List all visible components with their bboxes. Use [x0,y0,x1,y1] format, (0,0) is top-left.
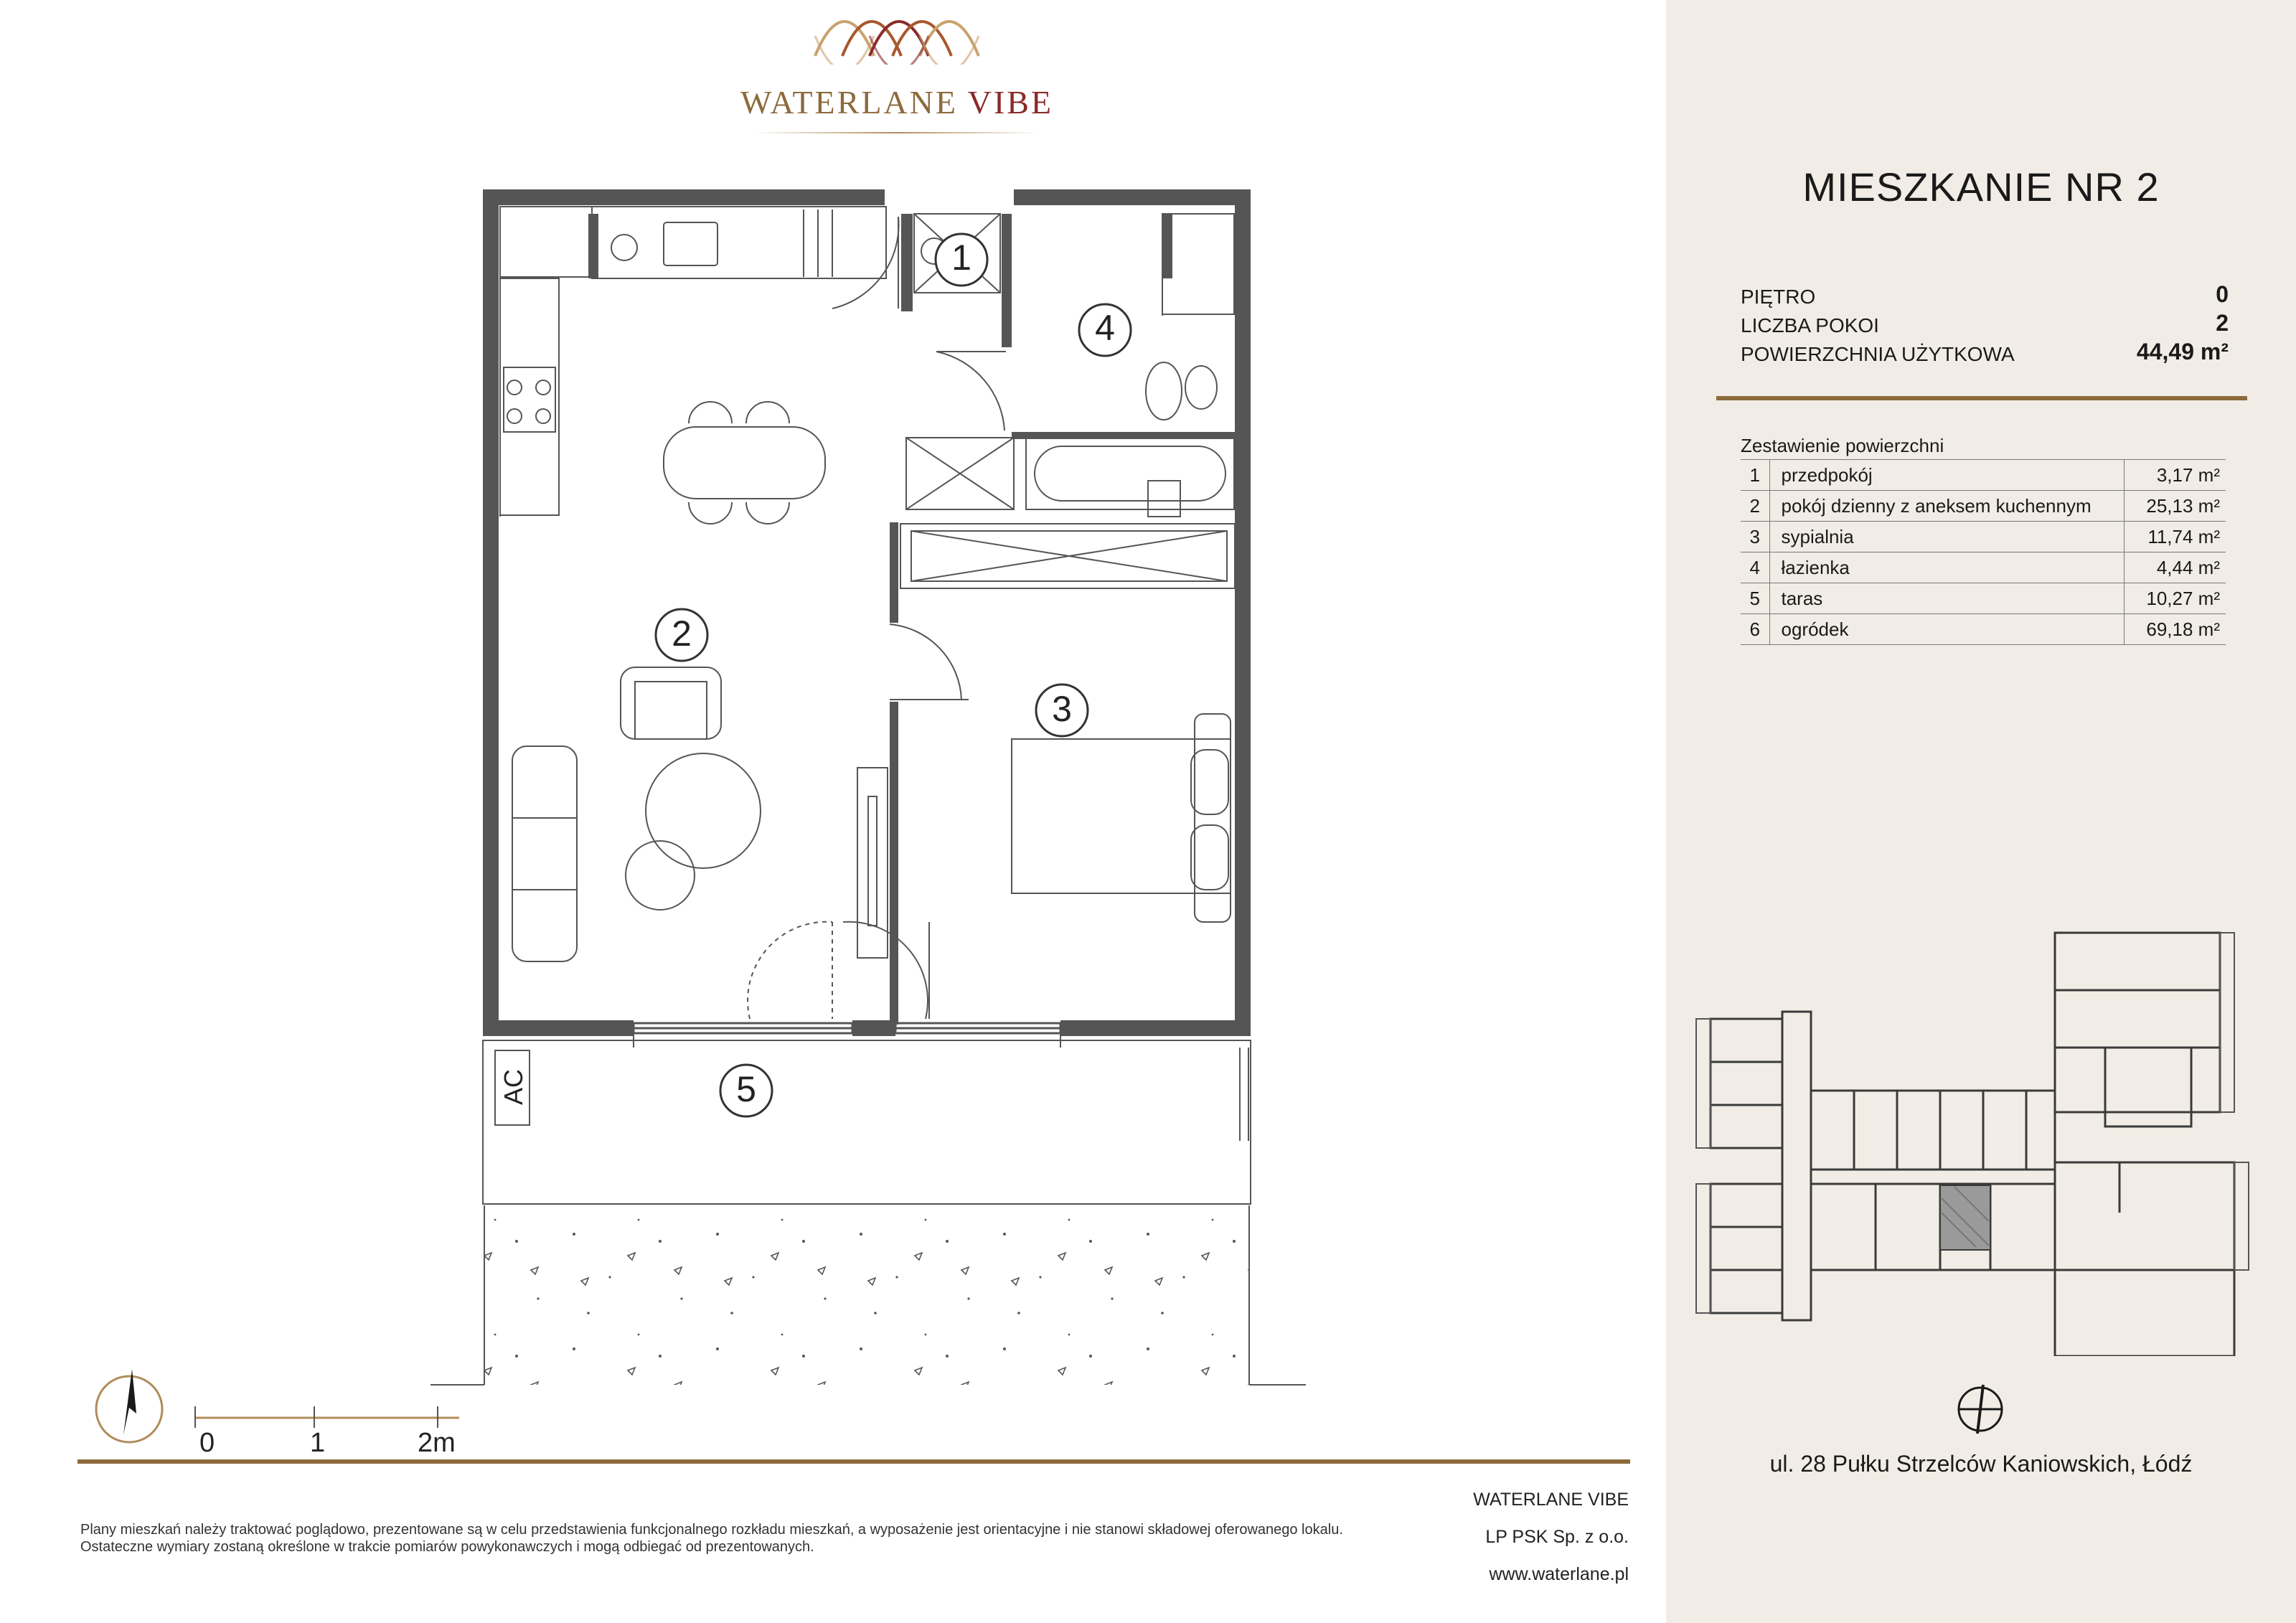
building-key-plan [1689,926,2263,1356]
room-name-cell: przedpokój [1769,460,2124,491]
rooms-row [1741,310,2229,339]
company-name: WATERLANE VIBE [1473,1490,1629,1510]
table-row [1741,552,2226,583]
address: ul. 28 Pułku Strzelców Kaniowskich, Łódź [1769,1451,2193,1477]
room-num-cell: 2 [1741,491,1769,522]
scale-label-2m: 2m [418,1428,456,1458]
kitchen [500,207,886,517]
logo-name-first: WATERLANE [740,84,958,121]
table-row [1741,522,2226,552]
room-name-cell: ogródek [1769,614,2124,645]
disclaimer [80,1521,1444,1556]
company-info [1363,1489,1629,1601]
disclaimer-line-2: Ostateczne wymiary zostaną określone w trakcie pomiarów powykonawczych i mogą odbiegać od prezentowanych. [80,1539,814,1555]
website-link[interactable]: www.waterlane.pl [1489,1564,1629,1584]
room-name-cell: pokój dzienny z aneksem kuchennym [1769,491,2124,522]
room-num-cell: 1 [1741,460,1769,491]
floor-plan [416,179,1306,1399]
brand-logo [718,14,1076,151]
dining-table [664,402,825,524]
room-number-2: 2 [672,613,692,654]
room-area-cell: 69,18 m² [2124,614,2226,645]
logo-text [718,83,1076,121]
logo-name-second: VIBE [967,84,1053,121]
info-divider [1716,396,2247,400]
room-number-3: 3 [1052,689,1072,729]
floor-row [1741,281,2229,310]
room-area-cell: 10,27 m² [2124,583,2226,614]
room-area-cell: 25,13 m² [2124,491,2226,522]
info-panel [1666,0,2296,1623]
ac-label: AC [499,1068,528,1105]
table-row [1741,491,2226,522]
company-legal: LP PSK Sp. z o.o. [1485,1527,1629,1547]
rooms-value: 2 [2216,310,2229,336]
area-row [1741,339,2229,367]
room-num-cell: 3 [1741,522,1769,552]
footer-divider [77,1459,1630,1464]
scale-label-1: 1 [310,1428,326,1458]
windows [634,1023,1060,1033]
rooms-label: LICZBA POKOI [1741,314,1879,337]
room-number-5: 5 [736,1069,756,1109]
terrace [483,1033,1251,1204]
area-value: 44,49 m² [2136,339,2229,364]
living-furniture [512,667,888,961]
room-num-cell: 6 [1741,614,1769,645]
logo-waves-icon [812,14,982,65]
areas-table [1741,459,2226,645]
walls [483,189,1251,1036]
bed [1012,714,1231,922]
room-name-cell: taras [1769,583,2124,614]
room-number-1: 1 [951,237,971,278]
apartment-title: MIESZKANIE NR 2 [1802,164,2160,210]
table-row [1741,583,2226,614]
compass-icon [86,1363,172,1449]
table-row [1741,460,2226,491]
wardrobe [900,524,1235,588]
table-row [1741,614,2226,645]
room-area-cell: 3,17 m² [2124,460,2226,491]
room-num-cell: 4 [1741,552,1769,583]
room-number-4: 4 [1095,308,1115,348]
apartment-info [1741,281,2229,367]
room-area-cell: 11,74 m² [2124,522,2226,552]
room-num-cell: 5 [1741,583,1769,614]
room-name-cell: łazienka [1769,552,2124,583]
areas-title: Zestawienie powierzchni [1741,435,1944,456]
floor-value: 0 [2216,281,2229,307]
logo-underline [753,132,1040,133]
scale-label-0: 0 [199,1428,215,1458]
room-area-cell: 4,44 m² [2124,552,2226,583]
floor-label: PIĘTRO [1741,286,1816,308]
garden [484,1205,1249,1385]
disclaimer-line-1: Plany mieszkań należy traktować poglądowo, prezentowane są w celu przedstawienia funkcjonalnego rozkładu mieszkań, a wyposażenie jest orientacyjne i nie stanowi składowej oferowanego lokalu. [80,1522,1343,1538]
north-arrow-icon [1954,1383,2006,1435]
area-label: POWIERZCHNIA UŻYTKOWA [1741,343,2015,365]
room-name-cell: sypialnia [1769,522,2124,552]
